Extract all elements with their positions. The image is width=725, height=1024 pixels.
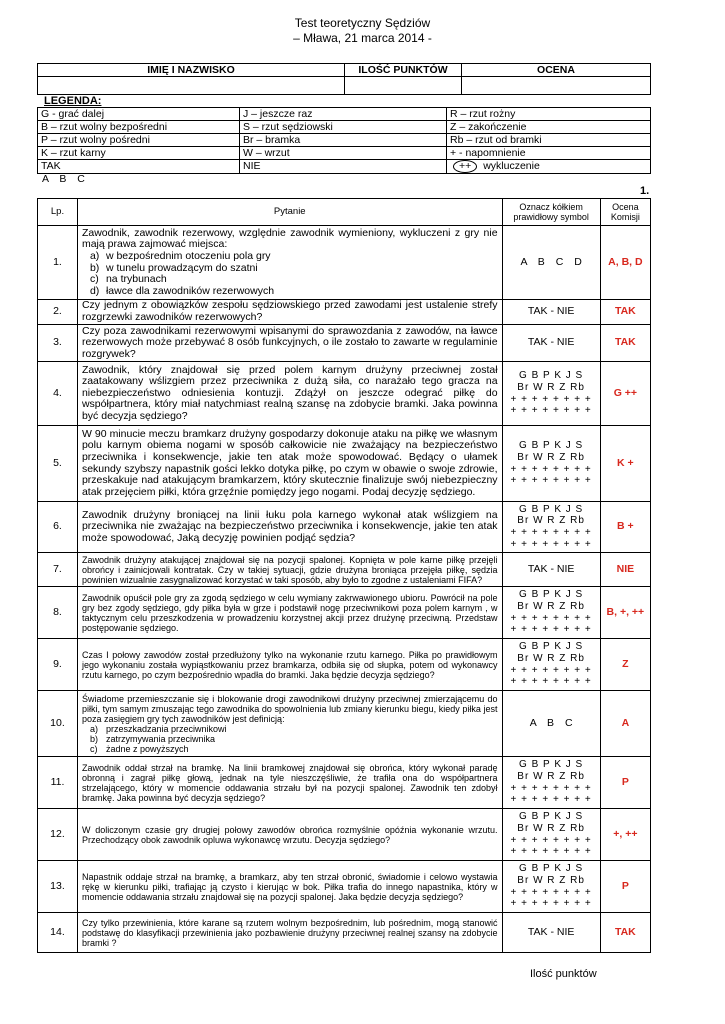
answer-choices[interactable]: A B C [502,691,600,757]
answer-choices[interactable]: A B C D [502,226,600,300]
row-lp: 8. [38,587,78,639]
question-text: Czy tylko przewinienia, które karane są rzutem wolnym bezpośrednim, lub pośrednim, mogą stanowić podstawę do klasyfikacji przewinienia jako pozbawienie drużyny przeciwnej realnej szansy na zdobycie bramki ? [77,913,502,953]
table-row [38,426,651,502]
option-text: żadne z powyższych [105,743,189,754]
legend-cell: P – rzut wolny pośredni [38,134,240,147]
grade-label: OCENA [462,64,651,77]
option-text: na trybunach [105,273,167,286]
codes-line: Br W R Z Rb [517,770,585,782]
option-item [82,724,498,734]
question-text: Zawodnik, który znajdował się przed polem karnym drużyny przeciwnej został zaatakowany wślizgiem przez przeciwnika z dużą siła, co narażało tego gracza na niebezpieczeństwo odniesienia kontuzji. Zdążył on jeszcze odegrać piłkę do współpartnera, który miał natychmiast realną szansę na zdobycie bramki. Jaka powinna być decyzja sędziego? [77,362,502,426]
legend-cell: J – jeszcze raz [240,108,447,121]
codes-line: + + + + + + + + [510,538,592,550]
answer-choices[interactable]: TAK - NIE [502,913,600,953]
codes-line: + + + + + + + + [510,782,592,794]
table-row [38,691,651,757]
option-letter: a) [89,723,98,734]
question-text: Czy jednym z obowiązków zespołu sędziowskiego przed zawodami jest ustalenie strefy rozgrzewki zawodników rezerwowych? [77,300,502,325]
legend-cell: S – rzut sędziowski [240,121,447,134]
legend-cell-wykluczenie [447,160,651,174]
answer-choices[interactable]: TAK - NIE [502,325,600,362]
codes-line: G B P K J S [519,811,584,823]
answer-codes[interactable] [502,809,600,861]
row-grade: NIE [600,553,650,587]
row-lp: 2. [38,300,78,325]
row-lp: 14. [38,913,78,953]
codes-line: G B P K J S [519,503,584,515]
codes-line: + + + + + + + + [510,676,592,688]
option-item [82,286,498,298]
row-question [77,691,502,757]
option-item [82,734,498,744]
question-text: Zawodnik drużyny broniącej na linii łuku pola karnego wykonał atak wślizgiem na przeciwnika nie zważając na bezpieczeństwo przeciwnika i konsekwencje, jakie ten atak może spowodować, Jaką decyzję powinien podjąć sędzia? [77,502,502,553]
row-grade: TAK [600,913,650,953]
codes-line: Br W R Z Rb [517,652,585,664]
codes-line: G B P K J S [519,440,584,452]
table-row [38,913,651,953]
row-lp: 1. [38,226,78,300]
option-letter: b) [89,733,98,744]
codes-line: + + + + + + + + [510,393,592,405]
row-question [77,226,502,300]
row-lp: 13. [38,861,78,913]
answer-codes[interactable] [502,861,600,913]
codes-line: + + + + + + + + [510,527,592,538]
row-grade: B + [600,502,650,553]
answer-codes[interactable] [502,426,600,502]
codes-line: + + + + + + + + [510,664,592,676]
answer-codes[interactable] [502,639,600,691]
codes-line: Br W R Z Rb [517,600,585,612]
table-row [38,861,651,913]
row-lp: 5. [38,426,78,502]
codes-line: + + + + + + + + [510,898,592,910]
codes-line: + + + + + + + + [510,834,592,846]
question-text: W doliczonym czasie gry drugiej połowy zawodów obrońca rozmyślnie opóźnia wykonanie wrzutu. Przechodzący obok zawodnik opluwa wykonawcę wrzutu. Decyzja sędziego? [77,809,502,861]
question-text: Zawodnik oddał strzał na bramkę. Na linii bramkowej znajdował się obrońca, który wykonał paradę obronną i zagrał piłkę głową, jednak na tyle nieszczęśliwie, że trafiła ona do współpartnera strzelającego, który w momencie oddawania strzału był na pozycji spalonej. Zawodnik ten zdobył bramkę. Jaka powinna być decyzja sędziego? [77,757,502,809]
table-row [38,587,651,639]
option-letter: a) [89,249,100,262]
row-grade: P [600,861,650,913]
answer-choices[interactable]: TAK - NIE [502,553,600,587]
legend-cell: + - napomnienie [447,147,651,160]
row-lp: 10. [38,691,78,757]
points-footer: Ilość punktów [530,968,597,980]
answer-codes[interactable] [502,587,600,639]
row-grade: K + [600,426,650,502]
legend-cell: K – rzut karny [38,147,240,160]
grade-field[interactable] [462,77,651,95]
codes-line: + + + + + + + + [510,405,592,417]
option-text: w bezpośrednim otoczeniu pola gry [105,249,271,262]
codes-line: + + + + + + + + [510,886,592,898]
answer-choices[interactable]: TAK - NIE [502,300,600,325]
option-text: w tunelu prowadzącym do szatni [105,261,258,274]
legend-wykluczenie-label: wykluczenie [483,160,540,172]
option-letter: d) [89,284,100,297]
codes-line: G B P K J S [519,759,584,771]
row-lp: 11. [38,757,78,809]
test-subtitle: – Mława, 21 marca 2014 - [293,31,432,45]
option-letter: b) [89,261,100,274]
page-number: 1. [640,185,650,197]
codes-line: + + + + + + + + [510,846,592,858]
question-text: Zawodnik drużyny atakującej znajdował się na pozycji spalonej. Kopnięta w pole karne piłkę przejęli obrońcy i zainicjowali kontratak. Czy w takiej sytuacji, gdzie drużyna broniąca przejęła piłkę, sędzia powinien wizualnie zasygnalizować korzystać w taki sposób, aby było to zgodne z ustaleniami FIFA? [77,553,502,587]
codes-line: G B P K J S [519,641,584,653]
option-list [82,251,498,297]
questions-table [37,198,651,953]
circled-plus-plus: ++ [453,160,477,173]
legend-cell: Br – bramka [240,134,447,147]
row-grade: TAK [600,325,650,362]
legend-cell: Z – zakończenie [447,121,651,134]
codes-line: G B P K J S [519,589,584,601]
option-text: ławce dla zawodników rezerwowych [105,284,275,297]
table-row [38,226,651,300]
option-text: przeszkadzania przeciwnikowi [105,723,227,734]
codes-line: Br W R Z Rb [517,822,585,834]
option-letter: c) [89,273,99,286]
question-text: Świadome przemieszczanie się i blokowanie drogi zawodnikowi drużyny przeciwnej zmierzającemu do piłki, tym samym zmuszając tego zawodnika do spowolnienia lub zmiany kierunku biegu, kiedy piłka jest poza zasięgiem gry tych zawodników jest definicją: [81,693,498,724]
row-grade: TAK [600,300,650,325]
codes-line: + + + + + + + + [510,475,592,487]
row-grade: Z [600,639,650,691]
row-grade: A [600,691,650,757]
codes-line: Br W R Z Rb [517,451,585,463]
codes-line: + + + + + + + + [510,794,592,806]
legend-title: LEGENDA: [44,95,102,107]
table-row [38,502,651,553]
question-text: Czas I połowy zawodów został przedłużony tylko na wykonanie rzutu karnego. Piłka po prawidłowym jego wykonaniu została wypiąstkowaniu przez bramkarza, odbiła się od słupka, potem od wykonawcy rzutu karnego, po czym bezpośrednio wpadła do bramki. Jaka będzie decyzja sędziego? [77,639,502,691]
name-label: IMIĘ I NAZWISKO [38,64,345,77]
codes-line: G B P K J S [519,863,584,875]
header-mark: Oznacz kółkiem prawidłowy symbol [502,199,600,226]
legend-cell: B – rzut wolny bezpośredni [38,121,240,134]
legend-table [37,107,651,174]
legend-cell: NIE [240,160,447,174]
info-table [37,63,651,95]
table-row [38,639,651,691]
answer-codes[interactable] [502,362,600,426]
option-text: zatrzymywania przeciwnika [105,733,216,744]
answer-codes[interactable] [502,757,600,809]
row-grade: A, B, D [600,226,650,300]
table-row [38,325,651,362]
codes-line: + + + + + + + + [510,612,592,624]
legend-cell: W – wrzut [240,147,447,160]
codes-line: Br W R Z Rb [517,381,585,393]
header-question: Pytanie [77,199,502,226]
option-letter: c) [89,743,98,754]
codes-line: + + + + + + + + [510,463,592,475]
answer-codes[interactable] [502,502,600,553]
legend-abc: A B C [42,173,89,185]
legend-cell: G - grać dalej [38,108,240,121]
table-row [38,300,651,325]
row-lp: 7. [38,553,78,587]
option-item [82,744,498,754]
codes-line: Br W R Z Rb [517,515,585,527]
table-row [38,362,651,426]
table-row [38,809,651,861]
header-grade: Ocena Komisji [600,199,650,226]
question-text: Czy poza zawodnikami rezerwowymi wpisanymi do sprawozdania z zawodów, na ławce rezerwowych może przebywać 8 osób funkcyjnych, o ile zostało to zawarte w regulaminie rozgrywek? [77,325,502,362]
test-title: Test teoretyczny Sędziów [294,16,431,30]
codes-line: + + + + + + + + [510,624,592,636]
codes-line: Br W R Z Rb [517,874,585,886]
question-text: Zawodnik, zawodnik rezerwowy, względnie zawodnik wymieniony, wykluczeni z gry nie mają prawa zajmować miejsca: [81,226,498,251]
codes-line: G B P K J S [519,370,584,382]
table-row [38,553,651,587]
points-label: ILOŚĆ PUNKTÓW [345,64,462,77]
legend-cell: TAK [38,160,240,174]
question-text: Zawodnik opuścił pole gry za zgodą sędziego w celu wymiany zakrwawionego ubioru. Powrócił na pole gry bez zgody sędziego, gdy piłka była w grze i podstawił nogę przeciwnikowi poza polem karnym , w taktycznym celu przeszkodzenia w prowadzeniu korzystnej akcji przez drużynę przeciwną. Przedstaw postępowanie sędziego. [77,587,502,639]
row-grade: G ++ [600,362,650,426]
row-grade: B, +, ++ [600,587,650,639]
row-grade: +, ++ [600,809,650,861]
legend-cell: R – rzut rożny [447,108,651,121]
points-field[interactable] [345,77,462,95]
row-lp: 6. [38,502,78,553]
row-lp: 3. [38,325,78,362]
row-lp: 4. [38,362,78,426]
row-lp: 12. [38,809,78,861]
question-text: W 90 minucie meczu bramkarz drużyny gospodarzy dokonuje ataku na piłkę we własnym polu karnym obiema nogami w sposób całkowicie nie zważający na bezpieczeństwo przeciwnika i konsekwencje, jakie ten atak może spowodować. Będący o ułamek sekundy szybszy napastnik gości lekko dotyka piłkę, po czym w obawie o swoje zdrowie, przeskakuje nad atakującym bramkarzem, który skutecznie finalizuje swój niebezpieczny atak przejęciem piłki, która grzęźnie pomiędzy jego nogami. Podaj decyzję sędziego. [77,426,502,502]
option-list [82,724,498,754]
legend-cell: Rb – rzut od bramki [447,134,651,147]
name-field[interactable] [38,77,345,95]
header-lp: Lp. [38,199,78,226]
table-row [38,757,651,809]
row-lp: 9. [38,639,78,691]
question-text: Napastnik oddaje strzał na bramkę, a bramkarz, aby ten strzał obronić, świadomie i celowo wystawia rękę w kierunku piłki, trafiając ją czysto i kierując w bok. Piłka trafia do innego napastnika, który w momencie oddawania strzału znajdował się na pozycji spalonej. Jaka będzie decyzja sędziego? [77,861,502,913]
row-grade: P [600,757,650,809]
